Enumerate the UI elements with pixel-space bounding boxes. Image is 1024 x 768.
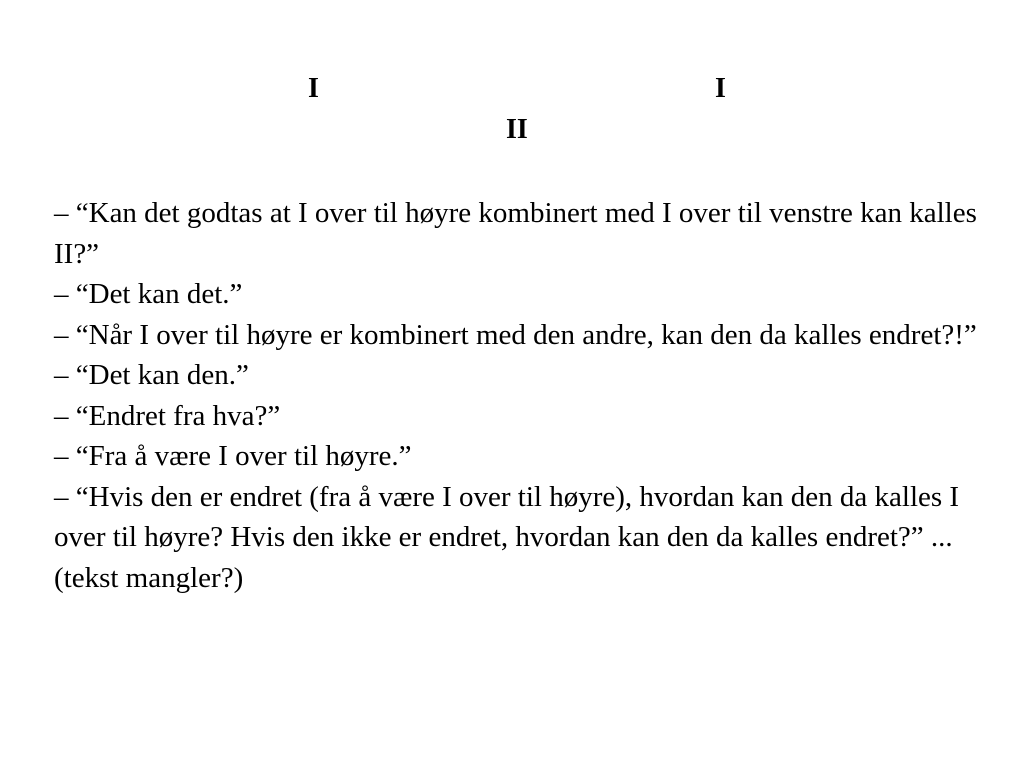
dialogue-line: – “Det kan den.” [54,359,249,391]
heading-numeral-left: I [308,73,319,104]
heading-numeral-right: I [715,73,726,104]
dialogue-line: – “Det kan det.” [54,278,243,310]
dialogue-text [54,193,984,598]
dialogue-line: – “Når I over til høyre er kombinert med den andre, kan den da kalles endret?!” [54,318,977,351]
dialogue-line: – “Kan det godtas at I over til høyre kombinert med I over til venstre kan kalles II?” [54,197,977,270]
dialogue-line: – “Endret fra hva?” [54,399,281,432]
heading-numeral-center: II [506,114,528,145]
dialogue-line: – “Fra å være I over til høyre.” [54,440,412,472]
dialogue-line: – “Hvis den er endret (fra å være I over til høyre), hvordan kan den da kalles I over til høyre? Hvis den ikke er endret, hvordan kan den da kalles endret?” ... (tekst mangler?) [54,480,960,594]
